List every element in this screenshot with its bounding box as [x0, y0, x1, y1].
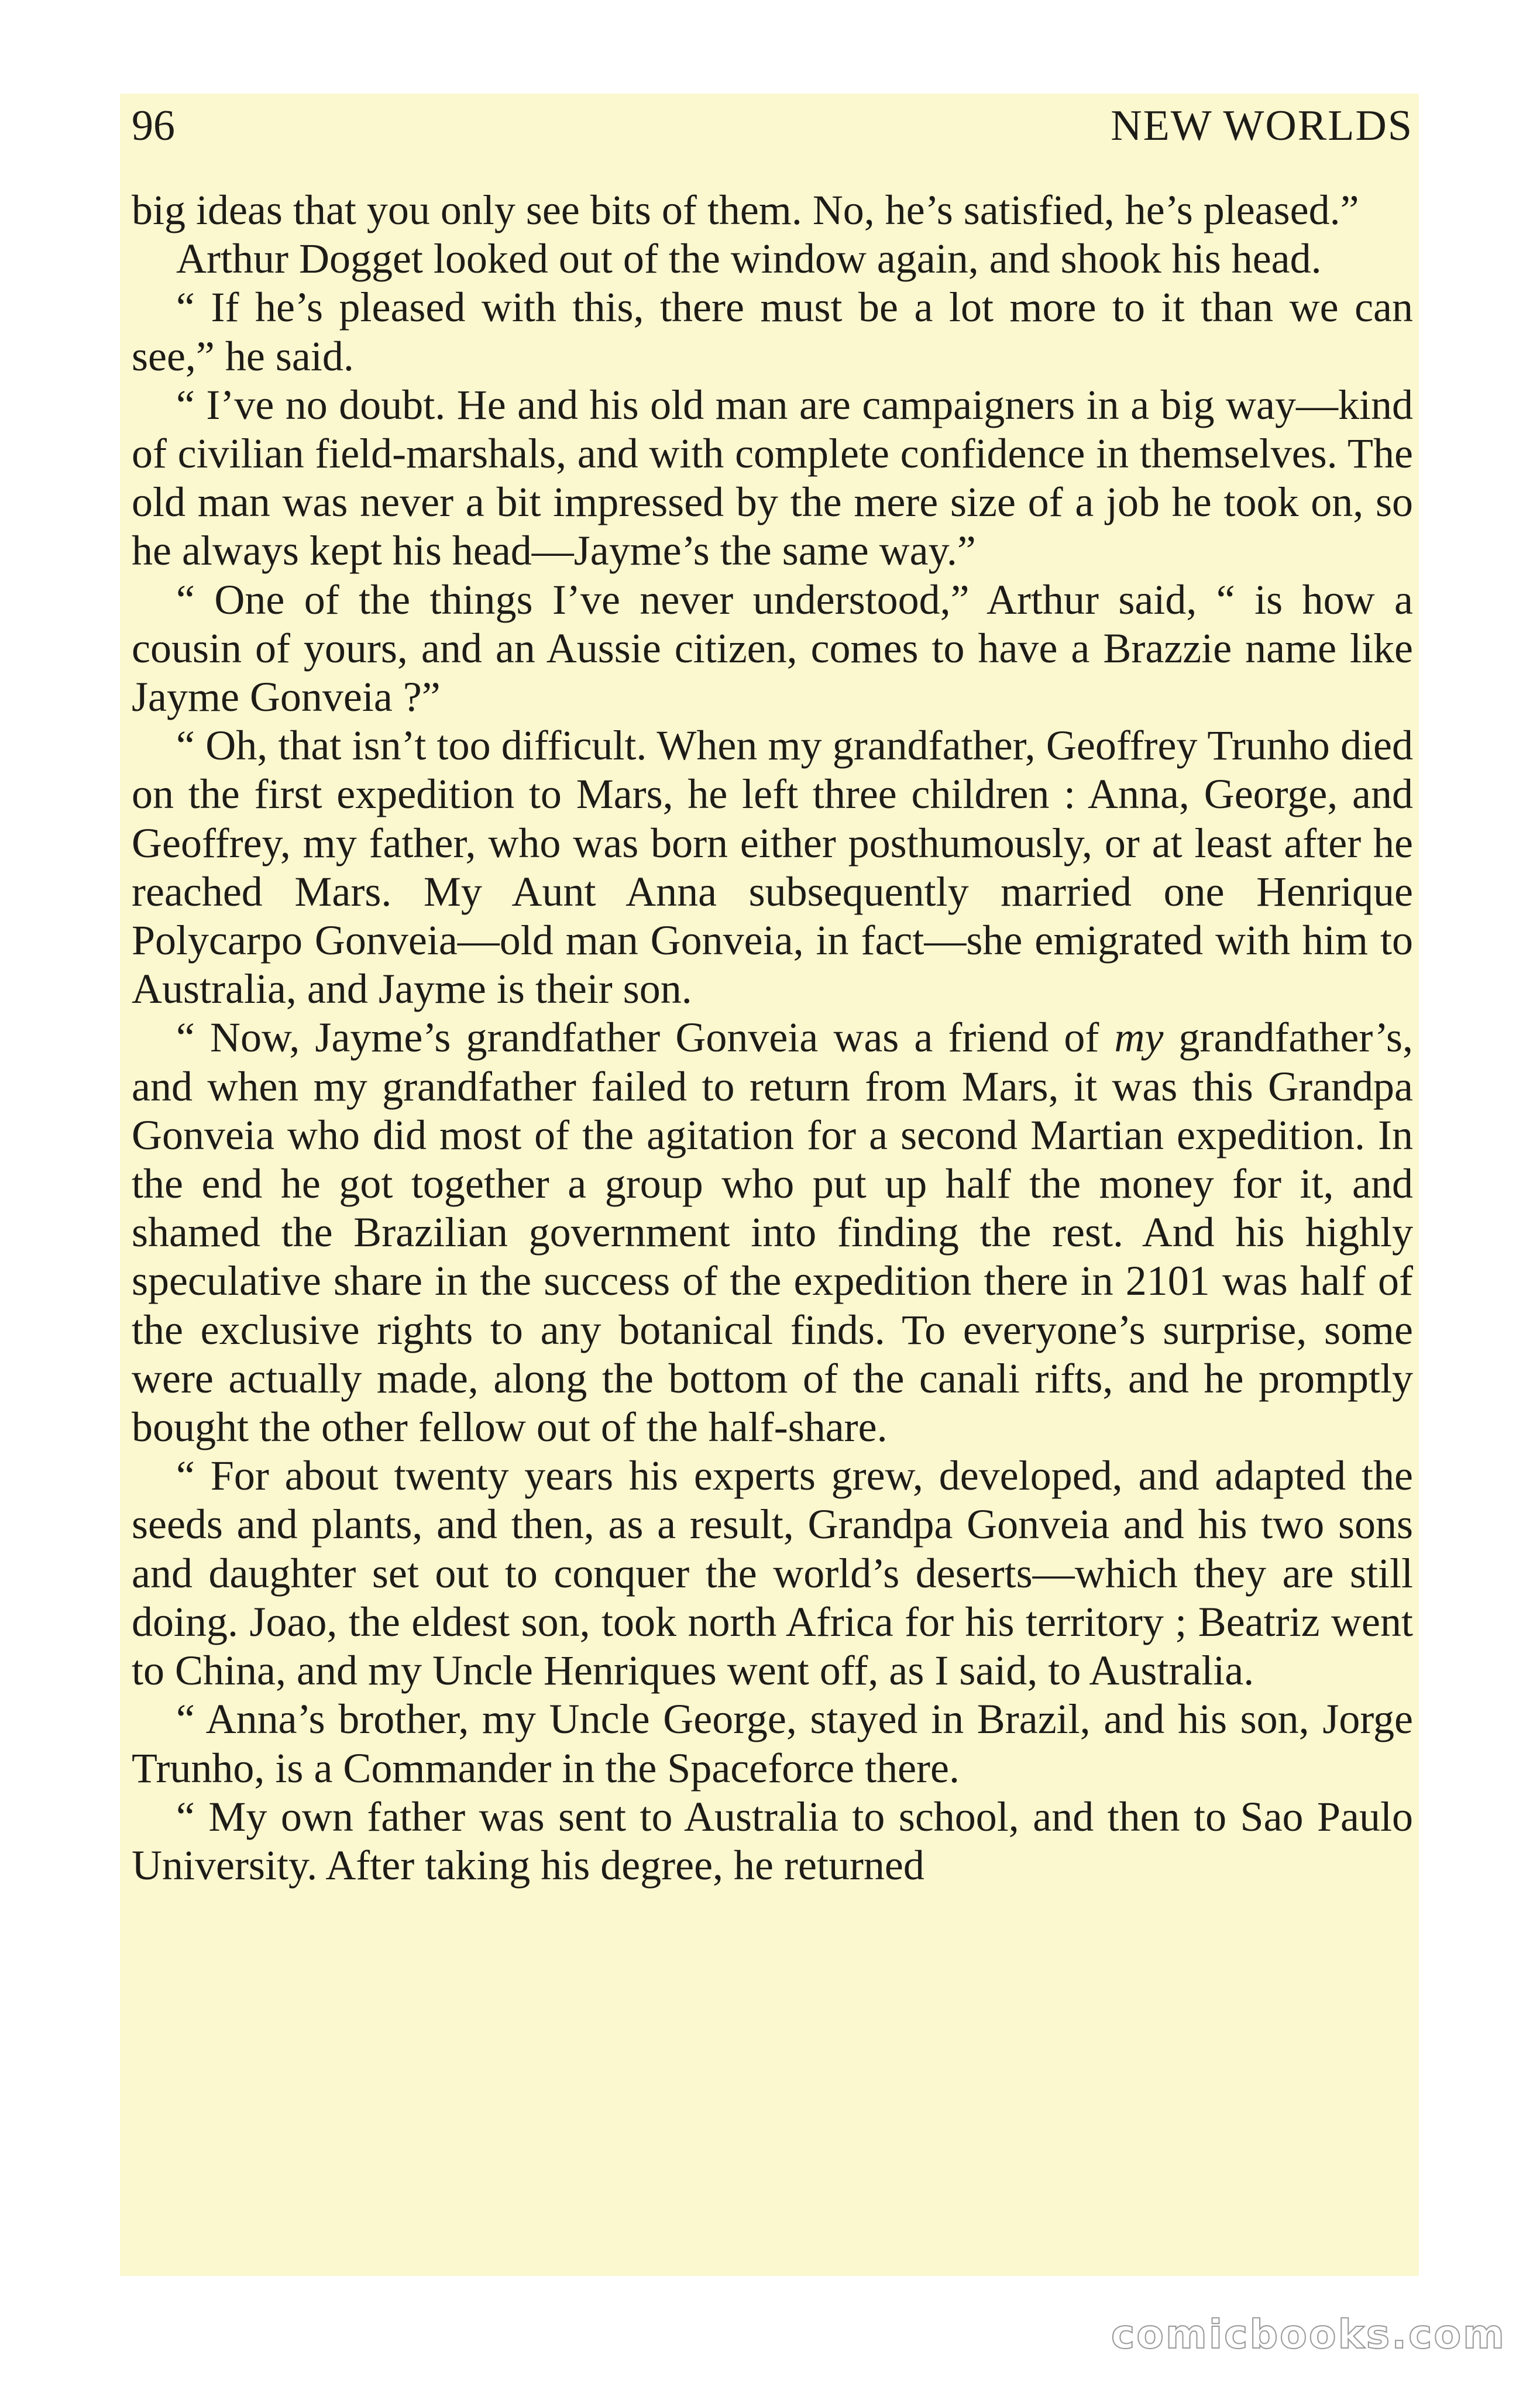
- emphasized-word: my: [1114, 1014, 1164, 1061]
- watermark-logo: comicbooks.com: [1111, 2312, 1506, 2358]
- paragraph-continued: big ideas that you only see bits of them. No, he’s satisfied, he’s pleased.”: [132, 187, 1359, 233]
- paragraph: “ One of the things I’ve never understood,” Arthur said, “ is how a cousin of yours, and an Aussie citizen, comes to have a Brazzie name like Jayme Gonveia ?”: [132, 576, 1413, 721]
- page-number: 96: [132, 102, 175, 150]
- paragraph: Arthur Dogget looked out of the window again, and shook his head.: [176, 235, 1322, 283]
- paragraph: “ I’ve no doubt. He and his old man are campaigners in a big way—kind of civilian field-marshals, and with complete confidence in themselves. The old man was never a bit impressed by the mere size of a job he took on, so he always kept his head—Jayme’s the same way.”: [132, 381, 1413, 575]
- paragraph: “ For about twenty years his experts grew, developed, and adapted the seeds and plants, and then, as a result, Grandpa Gonveia and his two sons and daughter set out to conquer the world’s deserts—which they are still doing. Joao, the eldest son, took north Africa for his territory ; Beatriz went to China, and my Uncle Henriques went off, as I said, to Australia.: [132, 1452, 1413, 1694]
- paragraph-continues: “ My own father was sent to Australia to school, and then to Sao Paulo University. After taking his degree, he returned: [132, 1793, 1413, 1889]
- paragraph-grandfather: [132, 1013, 1413, 1452]
- paragraph-text: “ Now, Jayme’s grandfather Gonveia was a friend of: [176, 1014, 1115, 1061]
- running-title: NEW WORLDS: [1111, 102, 1413, 150]
- running-head: [132, 94, 1413, 158]
- paragraph: “ If he’s pleased with this, there must be a lot more to it than we can see,” he said.: [132, 284, 1413, 380]
- paragraph-text: grandfather’s, and when my grandfather failed to return from Mars, it was this Grandpa Gonveia who did most of the agitation for a second Martian expedition. In the end he got together a group who put up half the money for it, and shamed the Brazilian government into finding the rest. And his highly speculative share in the success of the expedition there in 2101 was half of the exclusive rights to any botanical finds. To everyone’s surprise, some were actually made, along the bottom of the canali rifts, and he promptly bought the other fellow out of the half-share.: [132, 1014, 1413, 1451]
- body-text: [132, 186, 1413, 1890]
- paragraph: “ Anna’s brother, my Uncle George, stayed in Brazil, and his son, Jorge Trunho, is a Commander in the Spaceforce there.: [132, 1696, 1413, 1792]
- paragraph: “ Oh, that isn’t too difficult. When my grandfather, Geoffrey Trunho died on the first expedition to Mars, he left three children : Anna, George, and Geoffrey, my father, who was born either posthumously, or at least after he reached Mars. My Aunt Anna subsequently married one Henrique Polycarpo Gonveia—old man Gonveia, in fact—she emigrated with him to Australia, and Jayme is their son.: [132, 722, 1413, 1013]
